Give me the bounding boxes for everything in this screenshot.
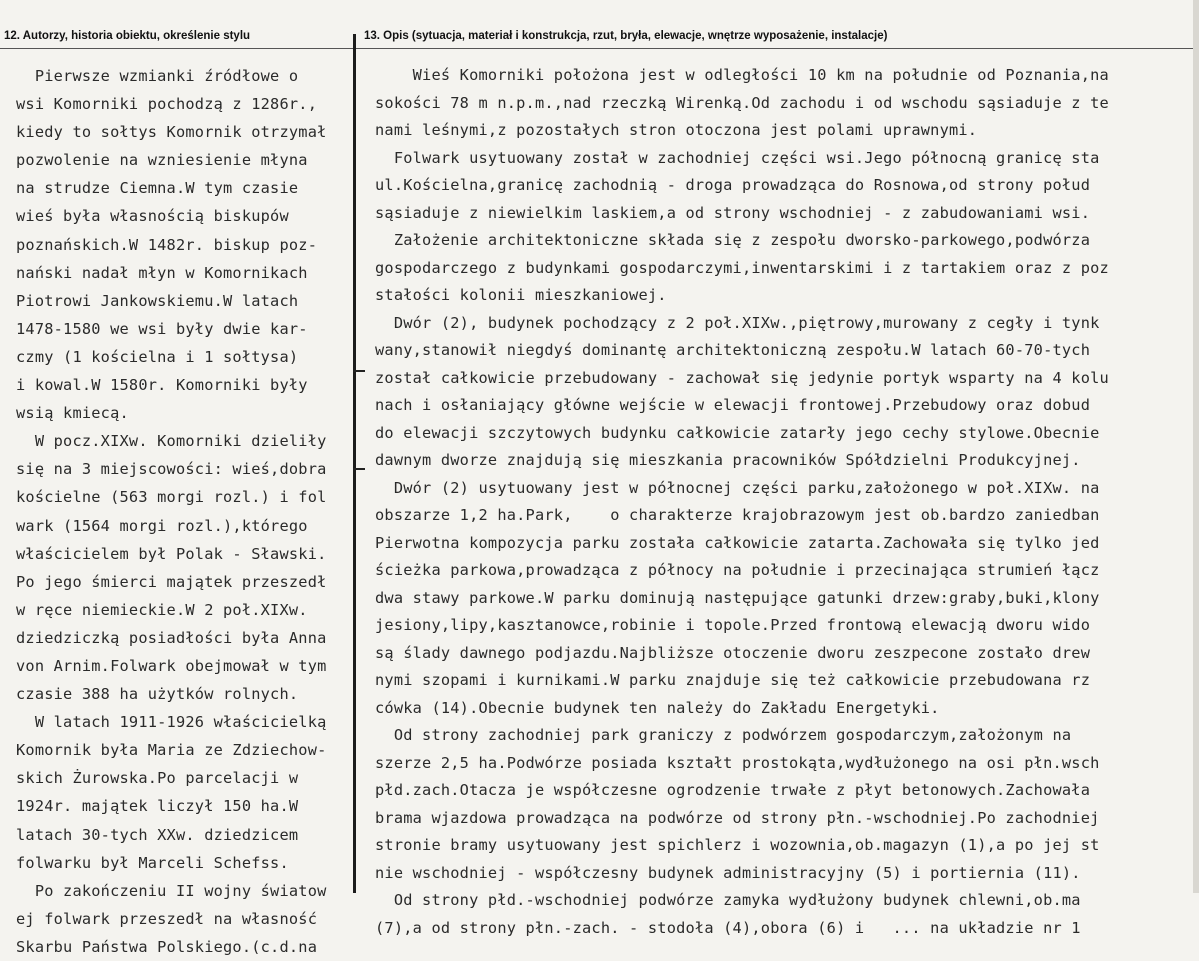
text-line: wany,stanowił niegdyś dominantę architektoniczną zespołu.W latach 60-70-tych xyxy=(375,341,1091,359)
text-line: sąsiaduje z niewielkim laskiem,a od strony wschodniej - z zabudowaniami wsi. xyxy=(375,203,1091,222)
text-line: w ręce niemieckie.W 2 poł.XIXw. xyxy=(16,600,308,619)
text-line: nie wschodniej - współczesny budynek administracyjny (5) i portiernia (11). xyxy=(375,863,1081,882)
text-line: skich Żurowska.Po parcelacji w xyxy=(16,769,299,788)
text-line: gospodarczego z budynkami gospodarczymi,inwentarskimi i z tartakiem oraz z poz xyxy=(375,258,1109,277)
text-line: do elewacji szczytowych budynku całkowicie zatarły jego cechy stylowe.Obecnie xyxy=(375,423,1100,442)
text-line: wark (1564 morgi rozl.),którego xyxy=(16,516,308,535)
text-line: są ślady dawnego podjazdu.Najbliższe otoczenie dworu zeszpecone zostało drew xyxy=(375,643,1091,662)
text-line: stałości kolonii mieszkaniowej. xyxy=(375,286,667,304)
text-line: dwa stawy parkowe.W parku dominują następujące gatunki drzew:graby,buki,klony xyxy=(375,588,1100,607)
text-line: Dwór (2), budynek pochodzący z 2 poł.XIXw.,piętrowy,murowany z cegły i tynk xyxy=(375,313,1100,332)
text-line: obszarze 1,2 ha.Park, o charakterze krajobrazowym jest ob.bardzo zaniedban xyxy=(375,506,1100,524)
text-line: Założenie architektoniczne składa się z zespołu dworsko-parkowego,podwórza xyxy=(375,231,1091,249)
text-line: von Arnim.Folwark obejmował w tym xyxy=(16,656,327,675)
text-line: został całkowicie przebudowany - zachował się jedynie portyk wsparty na 4 kolu xyxy=(375,368,1109,387)
column-divider xyxy=(353,34,356,893)
text-line: nański nadał młyn w Komornikach xyxy=(16,263,308,282)
header-rule xyxy=(0,48,1199,49)
text-line: (7),a od strony płn.-zach. - stodoła (4),obora (6) i ... na układzie nr 1 xyxy=(375,918,1081,937)
text-line: jesiony,lipy,kasztanowce,robinie i topole.Przed frontową elewacją dworu wido xyxy=(375,616,1091,634)
text-line: się na 3 miejscowości: wieś,dobra xyxy=(16,460,327,479)
text-line: Pierwsze wzmianki źródłowe o xyxy=(16,67,299,85)
text-line: nach i osłaniający główne wejście w elewacji frontowej.Przebudowy oraz dobud xyxy=(375,396,1091,414)
text-line: ul.Kościelna,granicę zachodnią - droga prowadząca do Rosnowa,od strony połud xyxy=(375,176,1091,194)
text-line: wsią kmiecą. xyxy=(16,404,129,423)
text-line: brama wjazdowa prowadząca na podwórze od strony płn.-wschodniej.Po zachodniej xyxy=(375,808,1100,827)
text-line: nami leśnymi,z pozostałych stron otoczona jest polami uprawnymi. xyxy=(375,121,978,139)
text-line: poznańskich.W 1482r. biskup poz- xyxy=(16,235,318,254)
text-line: stronie bramy usytuowany jest spichlerz i wozownia,ob.magazyn (1),a po jej st xyxy=(375,836,1100,854)
text-line: i kowal.W 1580r. Komorniki były xyxy=(16,376,308,395)
text-line: Od strony płd.-wschodniej podwórze zamyka wydłużony budynek chlewni,ob.ma xyxy=(375,891,1081,909)
text-line: czasie 388 ha użytków rolnych. xyxy=(16,685,299,704)
divider-tick xyxy=(353,468,365,470)
text-line: Po jego śmierci majątek przeszedł xyxy=(16,572,327,591)
divider-tick xyxy=(353,370,365,372)
section-13-body xyxy=(375,62,1199,942)
text-line: 1924r. majątek liczył 150 ha.W xyxy=(16,797,299,816)
text-line: Po zakończeniu II wojny światow xyxy=(16,881,327,900)
text-line: Komornik była Maria ze Zdziechow- xyxy=(16,741,327,760)
text-line: latach 30-tych XXw. dziedzicem xyxy=(16,825,299,844)
text-line: dziedziczką posiadłości była Anna xyxy=(16,628,327,647)
text-line: Dwór (2) usytuowany jest w północnej części parku,założonego w poł.XIXw. na xyxy=(375,478,1100,497)
text-line: sokości 78 m n.p.m.,nad rzeczką Wirenką.Od zachodu i od wschodu sąsiaduje z te xyxy=(375,93,1109,112)
text-line: płd.zach.Otacza je współczesne ogrodzenie trwałe z płyt betonowych.Zachowała xyxy=(375,781,1091,799)
text-line: nymi szopami i kurnikami.W parku znajduje się też całkowicie przebudowana rz xyxy=(375,671,1091,689)
section-13-heading: 13. Opis (sytuacja, materiał i konstrukcja, rzut, bryła, elewacje, wnętrze wyposażenie, instalacje) xyxy=(364,30,888,42)
text-line: Skarbu Państwa Polskiego.(c.d.na xyxy=(16,937,318,956)
page-edge xyxy=(1193,0,1199,893)
text-line: na strudze Ciemna.W tym czasie xyxy=(16,179,299,198)
text-line: Pierwotna kompozycja parku została całkowicie zatarta.Zachowała się tylko jed xyxy=(375,533,1100,552)
text-line: cówka (14).Obecnie budynek ten należy do Zakładu Energetyki. xyxy=(375,698,940,717)
text-line: Piotrowi Jankowskiemu.W latach xyxy=(16,291,299,310)
text-line: pozwolenie na wzniesienie młyna xyxy=(16,151,308,170)
text-line: właścicielem był Polak - Sławski. xyxy=(16,544,327,563)
text-line: dawnym dworze znajdują się mieszkania pracowników Spółdzielni Produkcyjnej. xyxy=(375,451,1081,469)
text-line: Folwark usytuowany został w zachodniej części wsi.Jego północną granicę sta xyxy=(375,148,1100,167)
text-line: folwarku był Marceli Schefss. xyxy=(16,853,289,872)
text-line: Od strony zachodniej park graniczy z podwórzem gospodarczym,założonym na xyxy=(375,726,1072,744)
text-line: wieś była własnością biskupów xyxy=(16,207,289,226)
text-line: W latach 1911-1926 właścicielką xyxy=(16,713,327,732)
section-12-heading: 12. Autorzy, historia obiektu, określenie stylu xyxy=(4,30,251,42)
text-line: czmy (1 kościelna i 1 sołtysa) xyxy=(16,347,299,366)
text-line: ej folwark przeszedł na własność xyxy=(16,909,318,928)
text-line: kościelne (563 morgi rozl.) i fol xyxy=(16,488,327,507)
text-line: ścieżka parkowa,prowadząca z północy na południe i przecinająca strumień łącz xyxy=(375,561,1100,579)
section-12-body xyxy=(16,62,352,961)
text-line: wsi Komorniki pochodzą z 1286r., xyxy=(16,95,318,114)
text-line: 1478-1580 we wsi były dwie kar- xyxy=(16,319,308,338)
text-line: szerze 2,5 ha.Podwórze posiada kształt prostokąta,wydłużonego na osi płn.wsch xyxy=(375,753,1100,772)
text-line: Wieś Komorniki położona jest w odległości 10 km na południe od Poznania,na xyxy=(375,66,1109,84)
text-line: kiedy to sołtys Komornik otrzymał xyxy=(16,123,327,142)
text-line: W pocz.XIXw. Komorniki dzieliły xyxy=(16,432,327,451)
